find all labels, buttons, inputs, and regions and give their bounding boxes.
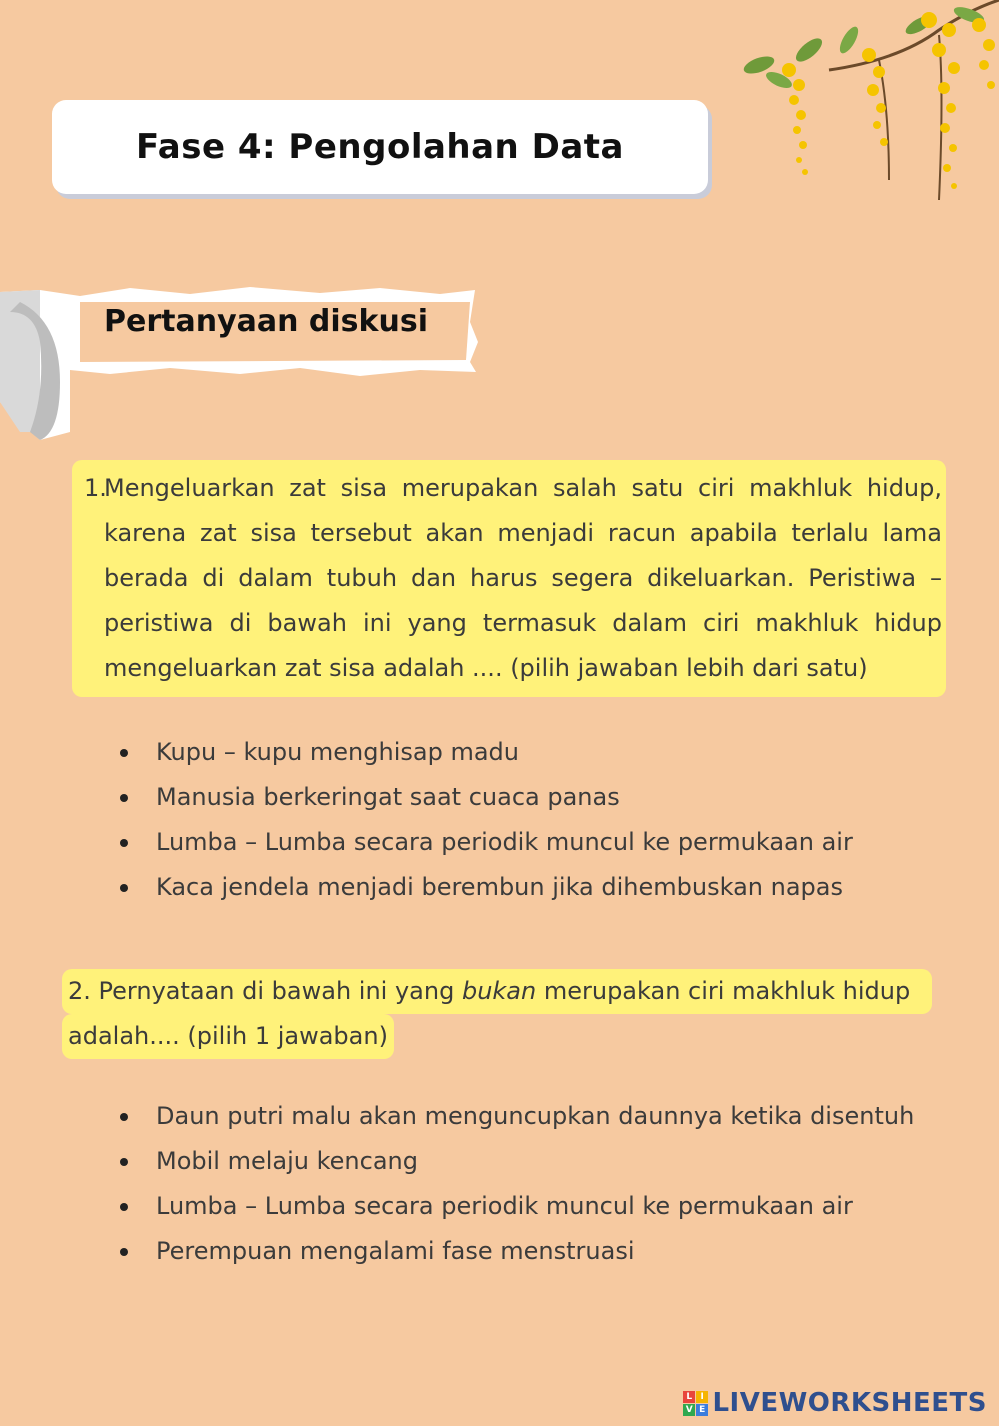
question-1-text: Mengeluarkan zat sisa merupakan salah satu ciri makhluk hidup, karena zat sisa tersebut akan menjadi racun apabila terlalu lama berada di dalam tubuh dan harus segera dikeluarkan. Peristiwa – peristiwa di bawah ini yang termasuk dalam ciri makhluk hidup mengeluarkan zat sisa adalah .... (pilih jawaban lebih dari satu): [104, 474, 942, 682]
question-1-options: [120, 730, 853, 910]
question-2-suffix: merupakan ciri makhluk hidup: [536, 977, 911, 1005]
section-title: Pertanyaan diskusi: [104, 304, 428, 339]
flower-decoration-icon: [739, 0, 999, 210]
logo-letter: E: [696, 1404, 708, 1416]
phase-title: Fase 4: Pengolahan Data: [136, 127, 624, 167]
option-item[interactable]: Kaca jendela menjadi berembun jika dihembuskan napas: [120, 865, 853, 910]
phase-title-card: [52, 100, 708, 194]
question-2-line-1: [62, 969, 932, 1014]
logo-letter: I: [696, 1391, 708, 1403]
logo-letter: V: [683, 1404, 695, 1416]
option-item[interactable]: Daun putri malu akan menguncupkan daunnya ketika disentuh: [120, 1094, 914, 1139]
question-1: [72, 460, 946, 697]
liveworksheets-logo-icon: [683, 1391, 708, 1416]
brand-name: LIVEWORKSHEETS: [712, 1388, 987, 1418]
option-item[interactable]: Perempuan mengalami fase menstruasi: [120, 1229, 914, 1274]
option-item[interactable]: Lumba – Lumba secara periodik muncul ke permukaan air: [120, 1184, 914, 1229]
logo-letter: L: [683, 1391, 695, 1403]
question-2-line-2: adalah.... (pilih 1 jawaban): [62, 1014, 394, 1059]
option-item[interactable]: Lumba – Lumba secara periodik muncul ke permukaan air: [120, 820, 853, 865]
question-2-prefix: 2. Pernyataan di bawah ini yang: [68, 977, 462, 1005]
option-item[interactable]: Kupu – kupu menghisap madu: [120, 730, 853, 775]
question-2-emphasis: bukan: [461, 977, 537, 1005]
option-item[interactable]: Manusia berkeringat saat cuaca panas: [120, 775, 853, 820]
question-1-number: 1.: [84, 474, 107, 502]
liveworksheets-brand[interactable]: [683, 1388, 987, 1418]
option-item[interactable]: Mobil melaju kencang: [120, 1139, 914, 1184]
question-2-options: [120, 1094, 914, 1274]
